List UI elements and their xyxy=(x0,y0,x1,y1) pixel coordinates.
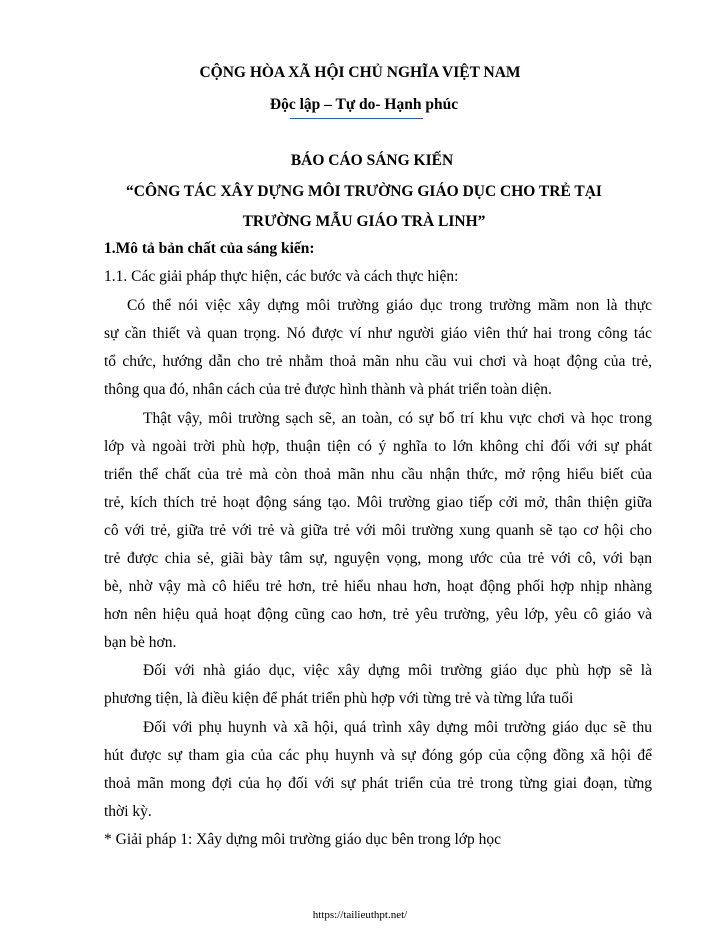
body-line: bạn bè hơn. xyxy=(104,634,177,651)
report-title: BÁO CÁO SÁNG KIẾN xyxy=(290,152,454,169)
body-line: thông qua đó, nhân cách của trẻ được hình thành và phát triển toàn diện. xyxy=(104,381,552,398)
body-line: phương tiện, là điều kiện để phát triển phù hợp với từng trẻ và từng lứa tuổi xyxy=(104,690,574,707)
body-line: thoả mãn mong đợi của họ đối với sự phát triển của trẻ trong từng giai đoạn, từng xyxy=(104,775,652,792)
national-motto: Độc lập – Tự do- Hạnh phúc xyxy=(269,96,459,113)
national-header: CỘNG HÒA XÃ HỘI CHỦ NGHĨA VIỆT NAM xyxy=(199,64,521,81)
body-line: thời kỳ. xyxy=(104,803,152,820)
body-line: trẻ được chia sẻ, giãi bày tâm sự, nguyện vọng, mong ước của trẻ với cô, với bạn xyxy=(104,550,652,567)
motto-underline xyxy=(290,118,423,119)
body-line: Thật vậy, môi trường sạch sẽ, an toàn, có sự bố trí khu vực chơi và học trong xyxy=(143,410,652,427)
initiative-title-line-2: TRƯỜNG MẪU GIÁO TRÀ LINH” xyxy=(242,213,486,230)
body-line: hơn nên hiệu quả hoạt động cũng cao hơn, trẻ yêu trường, yêu lớp, yêu cô giáo và xyxy=(104,606,652,623)
body-line: hút được sự tham gia của các phụ huynh và sự đóng góp của cộng đồng xã hội để xyxy=(104,747,652,764)
body-line: triển thể chất của trẻ mà còn thoả mãn nhu cầu nhận thức, mở rộng hiểu biết của xyxy=(104,466,652,483)
body-line: Có thể nói việc xây dựng môi trường giáo dục trong trường mầm non là thực xyxy=(127,297,652,314)
body-line: cô với trẻ, giữa trẻ với trẻ và giữa trẻ với môi trường xung quanh sẽ tạo cơ hội cho xyxy=(104,522,652,539)
section-subheading: 1.1. Các giải pháp thực hiện, các bước và cách thực hiện: xyxy=(104,268,459,285)
body-line: Đối với nhà giáo dục, việc xây dựng môi trường giáo dục phù hợp sẽ là xyxy=(143,662,652,679)
body-line: tổ chức, hướng dẫn cho trẻ nhằm thoả mãn nhu cầu vui chơi và hoạt động của trẻ, xyxy=(104,353,652,370)
body-line: Đối với phụ huynh và xã hội, quá trình xây dựng môi trường giáo dục sẽ thu xyxy=(143,719,652,736)
footer-url[interactable]: https://tailieuthpt.net/ xyxy=(312,909,408,921)
body-line: sự cần thiết và quan trọng. Nó được ví như người giáo viên thứ hai trong công tác xyxy=(104,325,652,342)
section-heading: 1.Mô tả bản chất của sáng kiến: xyxy=(104,240,315,257)
body-line: trẻ, kích thích trẻ hoạt động sáng tạo. Môi trường giao tiếp cởi mở, thân thiện giữa xyxy=(104,494,652,511)
body-line: lớp và ngoài trời phù hợp, thuận tiện có ý nghĩa to lớn không chỉ đối với sự phát xyxy=(104,438,652,455)
body-line: bè, nhờ vậy mà cô hiểu trẻ hơn, trẻ hiểu nhau hơn, hoạt động phối hợp nhịp nhàng xyxy=(104,578,652,595)
solution-heading: * Giải pháp 1: Xây dựng môi trường giáo dục bên trong lớp học xyxy=(104,831,501,848)
initiative-title-line-1: “CÔNG TÁC XÂY DỰNG MÔI TRƯỜNG GIÁO DỤC CHO TRẺ TẠI xyxy=(126,183,602,200)
